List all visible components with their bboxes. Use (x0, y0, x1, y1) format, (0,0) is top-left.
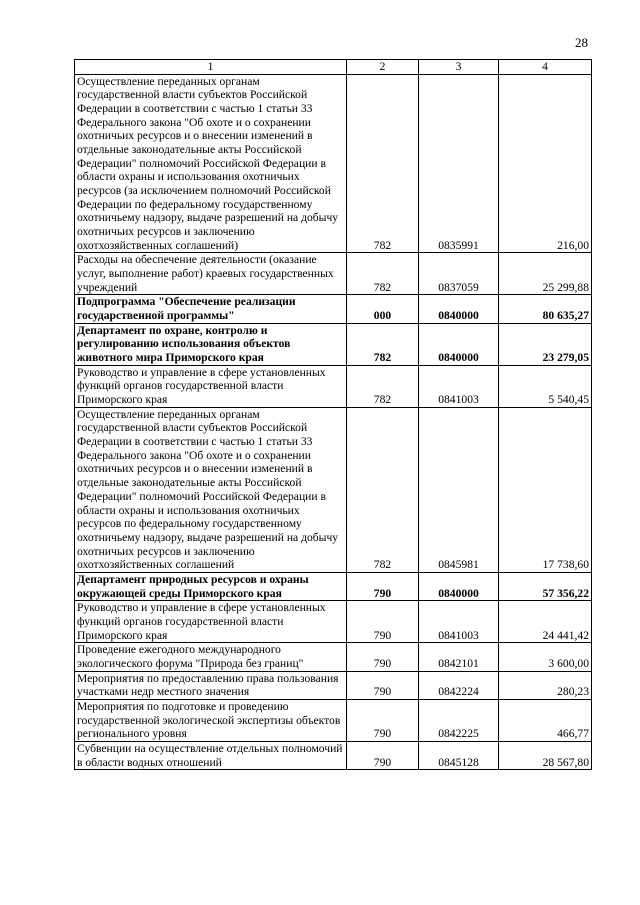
department-code: 790 (347, 741, 419, 769)
amount: 24 441,42 (499, 601, 592, 643)
department-code: 000 (347, 295, 419, 323)
table-row (75, 407, 592, 572)
column-header: 1 (75, 60, 347, 75)
department-code: 782 (347, 323, 419, 365)
table-row-subprogram (75, 295, 592, 323)
table-row (75, 74, 592, 253)
amount: 17 738,60 (499, 407, 592, 572)
item-name: Осуществление переданных органам государственной власти субъектов Российской Федерации в соответствии с частью 1 статьи 33 Федерального закона "Об охоте и о сохранении охотничьих ресурсов и о внесении изменений в отдельные законодательные акты Российской Федерации" полномочий Российской Федерации в области охраны и использования охотничьих ресурсов (за исключением полномочий Российской Федерации по федеральному государственному охотничьему надзору, выдаче разрешений на добычу охотничьих ресурсов и заключению охотхозяйственных соглашений) (75, 74, 347, 253)
item-name: Мероприятия по подготовке и проведению государственной экологической экспертизы объектов регионального уровня (75, 699, 347, 741)
table-row (75, 365, 592, 407)
budget-code: 0842225 (419, 699, 499, 741)
table-header-row (75, 60, 592, 75)
budget-code: 0840000 (419, 295, 499, 323)
department-code: 782 (347, 74, 419, 253)
table-row (75, 671, 592, 699)
budget-code: 0835991 (419, 74, 499, 253)
column-header: 3 (419, 60, 499, 75)
item-name: Департамент по охране, контролю и регулированию использования объектов животного мира Приморского края (75, 323, 347, 365)
department-code: 782 (347, 365, 419, 407)
amount: 3 600,00 (499, 643, 592, 671)
table-row (75, 699, 592, 741)
column-header: 2 (347, 60, 419, 75)
item-name: Руководство и управление в сфере установленных функций органов государственной власти Приморского края (75, 365, 347, 407)
page-number: 28 (575, 35, 588, 50)
item-name: Расходы на обеспечение деятельности (оказание услуг, выполнение работ) краевых государственных учреждений (75, 253, 347, 295)
budget-code: 0842101 (419, 643, 499, 671)
department-code: 790 (347, 601, 419, 643)
item-name: Департамент природных ресурсов и охраны окружающей среды Приморского края (75, 572, 347, 600)
department-code: 790 (347, 699, 419, 741)
table-row-department (75, 323, 592, 365)
budget-code: 0840000 (419, 572, 499, 600)
budget-code: 0842224 (419, 671, 499, 699)
column-header: 4 (499, 60, 592, 75)
department-code: 782 (347, 253, 419, 295)
department-code: 790 (347, 643, 419, 671)
budget-code: 0845128 (419, 741, 499, 769)
department-code: 790 (347, 671, 419, 699)
budget-code: 0841003 (419, 601, 499, 643)
item-name: Проведение ежегодного международного экологического форума "Природа без границ" (75, 643, 347, 671)
table-row (75, 643, 592, 671)
department-code: 782 (347, 407, 419, 572)
amount: 23 279,05 (499, 323, 592, 365)
item-name: Подпрограмма "Обеспечение реализации государственной программы" (75, 295, 347, 323)
budget-code: 0837059 (419, 253, 499, 295)
budget-code: 0841003 (419, 365, 499, 407)
item-name: Руководство и управление в сфере установленных функций органов государственной власти Приморского края (75, 601, 347, 643)
item-name: Мероприятия по предоставлению права пользования участками недр местного значения (75, 671, 347, 699)
item-name: Субвенции на осуществление отдельных полномочий в области водных отношений (75, 741, 347, 769)
amount: 466,77 (499, 699, 592, 741)
amount: 280,23 (499, 671, 592, 699)
amount: 28 567,80 (499, 741, 592, 769)
budget-table (74, 59, 592, 770)
amount: 80 635,27 (499, 295, 592, 323)
budget-code: 0845981 (419, 407, 499, 572)
table-row (75, 601, 592, 643)
budget-code: 0840000 (419, 323, 499, 365)
amount: 216,00 (499, 74, 592, 253)
amount: 5 540,45 (499, 365, 592, 407)
table-row-department (75, 572, 592, 600)
table-row (75, 741, 592, 769)
amount: 25 299,88 (499, 253, 592, 295)
amount: 57 356,22 (499, 572, 592, 600)
department-code: 790 (347, 572, 419, 600)
item-name: Осуществление переданных органам государственной власти субъектов Российской Федерации в соответствии с частью 1 статьи 33 Федерального закона "Об охоте и о сохранении охотничьих ресурсов и о внесении изменений в отдельные законодательные акты Российской Федерации" полномочий Российской Федерации в области охраны и использования охотничьих ресурсов по федеральному государственному охотничьему надзору, выдаче разрешений на добычу охотничьих ресурсов и заключению охотхозяйственных соглашений (75, 407, 347, 572)
table-row (75, 253, 592, 295)
